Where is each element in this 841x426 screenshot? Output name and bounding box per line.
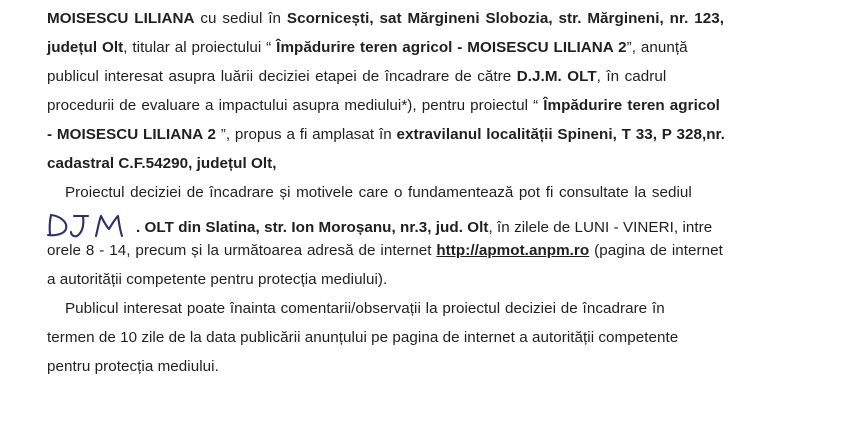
- text: , în zilele de LUNI - VINERI, intre: [488, 219, 713, 236]
- cadastral-info: cadastral C.F.54290, județul Olt,: [47, 155, 277, 172]
- handwritten-initials: [44, 212, 136, 238]
- paragraph1-line4: [47, 96, 720, 116]
- text: Publicul interesat poate înainta comentarii/observații la proiectul deciziei de încadrare în: [65, 300, 665, 317]
- website-link[interactable]: http://apmot.anpm.ro: [436, 242, 590, 259]
- paragraph2-line1: [65, 183, 692, 203]
- office-location: . OLT din Slatina, str. Ion Moroșanu, nr.3, jud. Olt: [136, 219, 489, 236]
- text: procedurii de evaluare a impactului asupra mediului*), pentru proiectul “: [47, 97, 544, 114]
- text: ”, anunță: [626, 39, 688, 56]
- paragraph3-line1: [65, 299, 665, 319]
- applicant-county: județul Olt: [47, 39, 124, 56]
- text: a autorității competente pentru protecția mediului).: [47, 271, 388, 288]
- paragraph3-line3: [47, 357, 219, 377]
- project-title-part1: Împădurire teren agricol: [543, 97, 720, 114]
- project-title: Împădurire teren agricol - MOISESCU LILIANA 2: [276, 39, 627, 56]
- paragraph2-line4: [47, 270, 387, 290]
- paragraph1-line5: [47, 125, 725, 145]
- text: Proiectul deciziei de încadrare și motivele care o fundamentează pot fi consultate la sediul: [65, 184, 692, 201]
- text: cu sediul în: [194, 10, 287, 27]
- text: (pagina de internet: [589, 242, 723, 259]
- text: ”, propus a fi amplasat în: [216, 126, 397, 143]
- handwritten-signature-graphic: [44, 212, 136, 238]
- paragraph1-line6: [47, 154, 277, 174]
- applicant-address: Scornicești, sat Mărgineni Slobozia, str. Mărgineni, nr. 123,: [286, 10, 724, 27]
- paragraph1-line2: [47, 38, 688, 58]
- text: termen de 10 zile de la data publicării anunțului pe pagina de internet a autorității competente: [47, 329, 679, 346]
- text: orele 8 - 14, precum și la următoarea adresă de internet: [47, 242, 437, 259]
- project-title-part2: - MOISESCU LILIANA 2: [47, 126, 217, 143]
- text: , titular al proiectului “: [123, 39, 277, 56]
- authority-name: D.J.M. OLT: [516, 68, 597, 85]
- paragraph2-line2: [44, 212, 712, 238]
- paragraph1-line1: [47, 9, 724, 29]
- text: pentru protecția mediului.: [47, 358, 219, 375]
- project-location: extravilanul localității Spineni, T 33, P 328,nr.: [396, 126, 725, 143]
- text: publicul interesat asupra luării deciziei etapei de încadrare de către: [47, 68, 517, 85]
- paragraph3-line2: [47, 328, 678, 348]
- paragraph2-line3: [47, 241, 723, 261]
- applicant-name: MOISESCU LILIANA: [47, 10, 195, 27]
- paragraph1-line3: [47, 67, 666, 87]
- text: , în cadrul: [596, 68, 667, 85]
